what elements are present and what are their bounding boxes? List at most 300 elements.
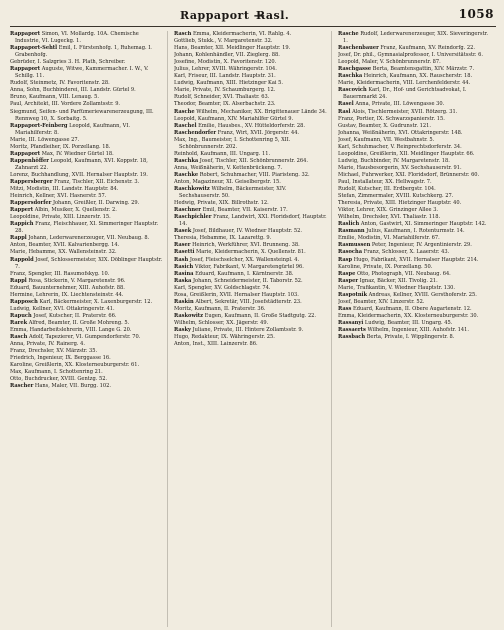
directory-entry bbox=[10, 207, 164, 214]
directory-entry bbox=[174, 116, 328, 123]
entry-surname: Rascher bbox=[10, 383, 34, 390]
entry-surname: Raschke bbox=[174, 171, 199, 178]
entry-surname: Rasmussen bbox=[338, 242, 371, 249]
entry-details: Albert, Sekretär, VIII. Josefstädterstr. 23. bbox=[195, 298, 302, 305]
directory-entry bbox=[338, 165, 493, 172]
directory-entry bbox=[10, 144, 164, 151]
directory-entry bbox=[174, 130, 328, 137]
entry-details: Franz, Schlosser, X. Laaerstr. 43. bbox=[363, 249, 450, 256]
entry-surname: Rappold bbox=[10, 256, 34, 263]
directory-entry bbox=[10, 376, 164, 383]
directory-entry bbox=[338, 109, 493, 116]
entry-details: Josef, Kutscher, II. Praterstr. 66. bbox=[33, 312, 117, 319]
entry-details: Anna, Weißnäherin, V. Kettenbrückeng. 7. bbox=[174, 164, 283, 171]
entry-details: Eduard, Bauunternehmer, XIII. Auhofstr. 88. bbox=[10, 284, 125, 291]
entry-details: Hans, Beamter, XII. Meidlinger Hauptstr. 19. bbox=[174, 45, 291, 52]
entry-details: Marie, Private, IV. Schaumburgerg. 12. bbox=[174, 87, 276, 94]
directory-entry bbox=[10, 242, 164, 249]
entry-details: Anton, Inst., XIII. Lainzerstr. 86. bbox=[174, 341, 258, 348]
entry-details: Franz, Fleischhauer, XI. Simmeringer Hauptstr. 28. bbox=[15, 221, 159, 235]
entry-details: Juliane, Private, III. Hintere Zollamtsstr. 9. bbox=[192, 326, 304, 333]
directory-entry bbox=[338, 87, 493, 101]
directory-entry bbox=[338, 151, 493, 158]
directory-entry bbox=[10, 327, 164, 334]
entry-surname: Raschendorfer bbox=[174, 129, 217, 136]
directory-entry bbox=[174, 249, 328, 256]
directory-entry bbox=[10, 292, 164, 299]
entry-details: Johann, Schneidermeister, II. Taborstr. 52. bbox=[192, 277, 303, 284]
entry-surname: Rasper bbox=[338, 277, 359, 284]
entry-surname: Raschenbauer bbox=[338, 45, 379, 52]
entry-details: Franz, Portier, IX. Schwarzspanierstr. 15. bbox=[338, 115, 445, 122]
entry-details: Paul, Installateur, XX. Hellwagstr. 7. bbox=[338, 178, 432, 185]
entry-details: Franz, Spengler, III. Rasumofskyg. 10. bbox=[10, 270, 110, 277]
entry-details: Gebrüder, I. Salzgries 3. H. Plath, Schreiber. bbox=[10, 59, 126, 66]
entry-details: Julius, Lehrer, XVIII. Währingerstr. 104. bbox=[174, 66, 277, 73]
directory-entry bbox=[174, 264, 328, 271]
directory-entry bbox=[174, 278, 328, 285]
entry-details: Bruno, Kaufmann, VIII. Lenaug. 5. bbox=[10, 94, 100, 101]
entry-surname: Rappaport-Feinberg bbox=[10, 122, 68, 129]
entry-details: Wilhelm, Ingenieur, XIII. Auhofstr. 141. bbox=[367, 326, 469, 333]
entry-surname: Rasek bbox=[174, 228, 192, 235]
directory-entry bbox=[10, 341, 164, 348]
entry-surname: Rasina bbox=[174, 270, 194, 277]
directory-entry bbox=[338, 158, 493, 165]
directory-entry bbox=[10, 313, 164, 320]
entry-details: Rosa, Greißlerin, XVII. Hernalser Hauptstr. 103. bbox=[174, 291, 299, 298]
directory-entry bbox=[10, 355, 164, 362]
entry-surname: Rappenhöffer bbox=[10, 157, 49, 164]
entry-surname: Raspe bbox=[338, 270, 356, 277]
directory-entry bbox=[338, 101, 493, 108]
entry-details: Siegmund, Seifen- und Parfümeriewarenerzeugung, III. Rennweg 10, X. Sorbaitg. 5. bbox=[10, 108, 154, 122]
directory-entry bbox=[174, 101, 328, 108]
directory-entry bbox=[174, 172, 328, 179]
directory-entry bbox=[10, 271, 164, 278]
entry-surname: Rappl bbox=[10, 277, 27, 284]
directory-entry bbox=[338, 257, 493, 264]
entry-surname: Raschner bbox=[174, 207, 201, 214]
entry-details: Karoline, Greißlerin, XX. Klosterneuburgerstr. 61. bbox=[10, 362, 140, 369]
directory-entry bbox=[338, 292, 493, 299]
directory-entry bbox=[10, 59, 164, 66]
directory-entry bbox=[10, 137, 164, 144]
directory-entry bbox=[174, 200, 328, 207]
entry-details: Berta, Private, I. Wipplingerstr. 8. bbox=[366, 334, 455, 341]
entry-details: Karl, Schuhmacher, V. Reinprechtsdorferstr. 34. bbox=[338, 143, 462, 150]
directory-entry bbox=[174, 207, 328, 214]
entry-surname: Rash bbox=[174, 256, 189, 263]
directory-entry bbox=[10, 348, 164, 355]
directory-entry bbox=[10, 94, 164, 101]
entry-surname: Rassaerts bbox=[338, 326, 366, 333]
entry-details: Karl, Friseur, III. Landstr. Hauptstr. 31. bbox=[174, 73, 276, 80]
entry-details: Julius, Kaufmann, I. Rotenturmstr. 14. bbox=[366, 228, 465, 235]
directory-entry bbox=[174, 66, 328, 73]
directory-entry bbox=[338, 334, 493, 341]
entry-surname: Rappersdorfer bbox=[10, 200, 52, 207]
entry-details: Leopold, Kaufmann, XIV. Mariahilfer Gürtel 9. bbox=[174, 115, 294, 122]
entry-details: Rudolf, Schneider, XVI. Thaliastr. 63. bbox=[174, 94, 270, 101]
entry-details: Rudolf, Steinmetz, IV. Favoritenstr. 28. bbox=[10, 80, 110, 87]
directory-entry bbox=[10, 101, 164, 108]
entry-details: Rudolf, Kutscher, III. Erdbergstr. 104. bbox=[338, 186, 436, 193]
entry-details: Leopold, Kaufmann, VI. Mariahilferstr. 8. bbox=[15, 122, 130, 136]
directory-entry bbox=[338, 137, 493, 144]
directory-entry bbox=[10, 334, 164, 341]
entry-details: Johann, Lederwarenerzeuger, VII. Neubaug. 8. bbox=[28, 235, 150, 242]
entry-details: Ludwig, Buchbinder, IV. Margaretenstr. 18. bbox=[338, 157, 450, 164]
entry-details: Karoline, Private, IX. Porzellang. 50. bbox=[338, 263, 433, 270]
entry-details: Hedwig, Private, XIX. Billrothstr. 12. bbox=[174, 200, 269, 207]
entry-details: Karl, Bäckermeister, X. Laxenburgerstr. 12. bbox=[39, 298, 153, 305]
directory-entry bbox=[338, 200, 493, 207]
entry-details: Moritz, Kaufmann, II. Praterstr. 36. bbox=[174, 305, 266, 312]
directory-entry bbox=[174, 292, 328, 299]
entry-details: Max, Ing., Baumeister, I. Schottenring 5, XII. Schönbrunnerstr. 202. bbox=[174, 136, 291, 150]
entry-details: Andreas, Kellner, XVIII. Gersthoferstr. 25. bbox=[368, 291, 477, 298]
entry-details: Emma, Kleidermacherin, XX. Klosterneuburgerstr. 30. bbox=[338, 312, 479, 319]
entry-details: Franz, Kaufmann, XV. Reindorfg. 22. bbox=[380, 45, 475, 52]
entry-details: Marie, III. Löwengasse 27. bbox=[10, 136, 80, 143]
entry-details: Josef, Kaufmann, VII. Westbahnstr. 5. bbox=[338, 136, 435, 143]
directory-entry bbox=[338, 80, 493, 87]
entry-details: Anna, Private, III. Löwengasse 30. bbox=[355, 101, 445, 108]
entry-surname: Rapposch bbox=[10, 298, 38, 305]
directory-entry bbox=[174, 73, 328, 80]
directory-entry bbox=[338, 186, 493, 193]
entry-details: Heinrich, Werkführer, XVI. Brunneng. 38. bbox=[192, 242, 300, 249]
directory-entry bbox=[174, 306, 328, 313]
directory-entry bbox=[174, 186, 328, 200]
directory-entry bbox=[174, 235, 328, 242]
entry-details: Anna, Sohn, Buchbinderei, III. Landstr. Gürtel 9. bbox=[10, 87, 136, 94]
directory-entry bbox=[174, 38, 328, 45]
entry-details: Emma, Handarbeitslehrerin, VIII. Lange G. 20. bbox=[10, 326, 132, 333]
entry-details: Eduard, Kaufmann, II. Obere Augartenstr. 12. bbox=[353, 305, 472, 312]
entry-surname: Raschkowitz bbox=[174, 186, 210, 193]
entry-details: Marie, Hausbesorgerin, XV. Sechshauserstr. 91. bbox=[338, 164, 462, 171]
entry-details: Karl, Dr., Hof- und Gerichtsadvokat, I. Bauernmarkt 24. bbox=[343, 87, 467, 101]
entry-surname: Rasche bbox=[174, 108, 195, 115]
entry-details: Franz, Landwirt, XXI. Floridsdorf, Hauptstr. 14. bbox=[179, 214, 327, 228]
entry-details: Stefan, Zimmermaler, XVIII. Kutschkerg. 27. bbox=[338, 193, 454, 200]
directory-entry bbox=[338, 193, 493, 200]
directory-entry bbox=[174, 320, 328, 327]
directory-entry bbox=[338, 116, 493, 123]
entry-surname: Raskowitz bbox=[174, 312, 204, 319]
directory-entry bbox=[10, 200, 164, 207]
column-right bbox=[338, 31, 496, 627]
entry-details: Hugo, Fabrikant, XVII. Hernalser Hauptstr. 214. bbox=[353, 256, 479, 263]
column-left bbox=[10, 31, 168, 627]
entry-details: Wilhelm, Mechaniker, XX. Brigittenauer Lände 34. bbox=[196, 108, 327, 115]
entry-details: Anton, Beamter, XVII. Kalvarienbergg. 14. bbox=[10, 242, 120, 249]
entry-details: Gottlieb, Stukk., V. Margaretenstr. 32. bbox=[174, 38, 273, 45]
entry-surname: Raschgasse bbox=[338, 66, 372, 73]
entry-details: Marie, Trafikantin, V. Wiedner Hauptstr. 130. bbox=[338, 284, 456, 291]
entry-details: Rudolf, Lederwarenerzeuger, XIX. Sieveringerstr. 1. bbox=[343, 31, 489, 45]
entry-details: Josef, Fleischselcher, XX. Wallensteinpl. 4. bbox=[189, 256, 300, 263]
directory-entry bbox=[10, 31, 164, 45]
entry-details: Ludwig, Beamter, III. Ungarg. 45. bbox=[364, 319, 453, 326]
entry-details: Otto, Buchdrucker, XVIII. Gentzg. 52. bbox=[10, 376, 108, 383]
entry-details: Wilhelm, Drechsler, XVI. Thaliastr. 118. bbox=[338, 214, 441, 221]
directory-entry bbox=[338, 130, 493, 137]
entry-details: Reinhold, Kaufmann, III. Ungarg. 11. bbox=[174, 150, 271, 157]
directory-entry bbox=[10, 306, 164, 313]
directory-entry bbox=[10, 193, 164, 200]
directory-entry bbox=[338, 179, 493, 186]
entry-details: Max, Kaufmann, I. Schottenring 21. bbox=[10, 369, 103, 376]
directory-entry bbox=[338, 59, 493, 66]
directory-entry bbox=[174, 80, 328, 87]
directory-entry bbox=[338, 214, 493, 221]
entry-details: Simon, VI. Mollardg. 10A. Chemische Industrie, VI. Lugeckg. 1. bbox=[15, 31, 139, 45]
entry-details: Anton, Gastwirt, XI. Simmeringer Hauptstr. 142. bbox=[360, 221, 487, 228]
directory-entry bbox=[338, 306, 493, 313]
directory-entry bbox=[174, 334, 328, 341]
entry-details: Auguste, Witwe, Kammermacher. I. W., V. Schillg. 11. bbox=[15, 66, 149, 80]
entry-details: Johann, Kohlenhändler, VII. Zieglerg. 88. bbox=[174, 52, 280, 59]
directory-entry bbox=[338, 271, 493, 278]
entry-details: Eugen, Kaufmann, II. Große Stadtgutg. 22. bbox=[204, 312, 317, 319]
directory-entry bbox=[10, 87, 164, 94]
directory-entry bbox=[174, 179, 328, 186]
entry-surname: Rassanyi bbox=[338, 319, 364, 326]
directory-entry bbox=[338, 66, 493, 73]
entry-details: Emil, I. Fürstenhofg. 1, Ruhemag. I. Grabenhofg. bbox=[15, 45, 152, 59]
entry-details: Lorenz, Buchhandlung, XVII. Hernalser Hauptstr. 19. bbox=[10, 171, 148, 178]
directory-entry bbox=[338, 264, 493, 271]
directory-entry bbox=[338, 278, 493, 285]
directory-entry bbox=[174, 341, 328, 348]
directory-entry bbox=[10, 221, 164, 235]
entry-details: Emilie, Hausbes., XV. Hütteldorferstr. 28. bbox=[198, 122, 306, 129]
directory-entry bbox=[10, 249, 164, 256]
entry-surname: Rasocha bbox=[338, 249, 363, 256]
directory-entry bbox=[174, 271, 328, 278]
entry-details: Robert, Schuhmacher, VIII. Piaristeng. 32. bbox=[199, 171, 310, 178]
directory-entry bbox=[10, 383, 164, 390]
entry-details: Josef, Schlossermeister, XIX. Döblinger Hauptstr. 7. bbox=[15, 256, 163, 270]
entry-details: Leopold, Maler, V. Schönbrunnerstr. 87. bbox=[338, 59, 441, 66]
entry-surname: Rappersberger bbox=[10, 178, 53, 185]
entry-details: Berta, Beamtensgattin, XIV. Märzstr. 7. bbox=[372, 66, 475, 73]
directory-entry bbox=[10, 80, 164, 87]
directory-entry bbox=[338, 313, 493, 320]
entry-details: Emilie, Modistin, VI. Mariahilferstr. 67. bbox=[338, 235, 440, 242]
directory-entry bbox=[174, 165, 328, 172]
directory-entry bbox=[338, 45, 493, 52]
entry-surname: Rappich bbox=[10, 221, 34, 228]
entry-surname: Rasky bbox=[174, 326, 192, 333]
directory-entry bbox=[174, 31, 328, 38]
entry-details: Josef, Beamter, XIV. Linzerstr. 52. bbox=[338, 298, 425, 305]
entry-details: Hermine, Lehrerin, IX. Liechtensteinstr. 44. bbox=[10, 291, 124, 298]
entry-details: Hans, Maler, VII. Burgg. 102. bbox=[34, 383, 111, 390]
directory-entry bbox=[10, 285, 164, 292]
entry-details: Heinrich, Kellner, XVI. Hasnerstr. 57. bbox=[10, 193, 107, 200]
entry-details: Leopold, Kaufmann, XVI. Koppstr. 18, Zahnarzt 22. bbox=[15, 157, 148, 171]
directory-entry bbox=[174, 285, 328, 292]
entry-surname: Raskin bbox=[174, 298, 194, 305]
entry-details: Moritz, Pfandleiher, IX. Porzellang. 18. bbox=[10, 143, 111, 150]
directory-entry bbox=[174, 257, 328, 264]
directory-entry bbox=[338, 242, 493, 249]
directory-entry bbox=[174, 109, 328, 116]
entry-details: Paul, Architekt, III. Vordere Zollamtsstr. 9. bbox=[10, 101, 121, 108]
entry-details: Josef, Dr. phil., Gymnasialprofessor, I. Universitätsstr. 6. bbox=[338, 52, 484, 59]
entry-surname: Rappert bbox=[10, 207, 34, 214]
entry-details: Ludwig, Kellner, XVI. Ottakringerstr. 41. bbox=[10, 305, 115, 312]
entry-surname: Rasch bbox=[10, 334, 28, 341]
page-number: 1058 bbox=[458, 7, 494, 21]
entry-details: Franz, Wirt, XVII. Jörgerstr. 44. bbox=[217, 129, 300, 136]
directory-entry bbox=[338, 285, 493, 292]
directory-entry bbox=[338, 73, 493, 80]
entry-surname: Raschpichler bbox=[174, 214, 212, 221]
entry-details: Wilhelm, Bäckermeister, XIV. Sechshauserstr. 50. bbox=[179, 186, 287, 200]
entry-surname: Rasel bbox=[338, 101, 354, 108]
entry-surname: Rasche bbox=[338, 31, 359, 37]
entry-surname: Raspotnik bbox=[338, 291, 367, 298]
directory-entry bbox=[10, 214, 164, 221]
entry-details: Viktor, Lehrer, XIX. Grinzinger Allee 3. bbox=[338, 207, 439, 214]
entry-details: Leopoldine, Private, XIII. Linzerstr. 15. bbox=[10, 214, 111, 221]
entry-surname: Raska bbox=[174, 277, 192, 284]
entry-details: Franz, Drechsler, XV. Märzstr. 35. bbox=[10, 348, 98, 355]
entry-details: Adolf, Tapezierer, VI. Gumpendorferstr. 70. bbox=[28, 334, 141, 341]
directory-entry bbox=[338, 320, 493, 327]
entry-details: Josef, Tischler, XII. Schönbrunnerstr. 264. bbox=[199, 157, 308, 164]
entry-details: Marie, Hebamme, XX. Wallensteinstr. 32. bbox=[10, 249, 117, 256]
directory-entry bbox=[174, 123, 328, 130]
directory-entry bbox=[174, 313, 328, 320]
entry-surname: Rappaport-Sehtl bbox=[10, 45, 58, 52]
entry-details: Wilhelm, Schlosser, XX. Jägerstr. 49. bbox=[174, 319, 269, 326]
entry-details: Emil, Beamter, VII. Kaiserstr. 17. bbox=[202, 207, 288, 214]
entry-surname: Rascovich bbox=[338, 87, 367, 94]
entry-details: Viktor, Fabrikant, V. Margaretengürtel 96. bbox=[194, 263, 304, 270]
directory-entry bbox=[10, 362, 164, 369]
entry-details: Ignaz, Bäcker, XII. Tivolig. 21. bbox=[359, 277, 438, 284]
entry-details: Karl, Spengler, XV. Goldschlagstr. 74. bbox=[174, 284, 271, 291]
directory-entry bbox=[174, 228, 328, 235]
directory-entry bbox=[338, 221, 493, 228]
directory-entry bbox=[174, 327, 328, 334]
entry-details: Theodor, Beamter, IX. Alserbachstr. 23. bbox=[174, 101, 276, 108]
directory-entry bbox=[338, 207, 493, 214]
directory-entry bbox=[10, 123, 164, 137]
entry-details: Michael, Fuhrwerker, XXI. Floridsdorf, Brünnerstr. 60. bbox=[338, 171, 480, 178]
page-header bbox=[10, 6, 496, 27]
directory-entry bbox=[10, 235, 164, 242]
entry-surname: Raslich bbox=[338, 221, 360, 228]
entry-details: Hugo, Redakteur, IX. Währingerstr. 25. bbox=[174, 334, 275, 341]
entry-details: Alfred, Beamter, II. Große Mohreng. 5. bbox=[28, 319, 130, 326]
entry-surname: Rappl bbox=[10, 235, 27, 242]
entry-surname: Raschel bbox=[174, 122, 197, 129]
entry-surname: Raschka bbox=[338, 73, 363, 80]
entry-surname: Rasetti bbox=[174, 249, 195, 256]
entry-details: Emma, Kleidermacherin, VI. Rahlg. 4. bbox=[192, 31, 292, 37]
entry-details: Gustav, Beamter, X. Gudrunstr. 121. bbox=[338, 122, 431, 129]
entry-details: Franz, Tischler, XII. Eichenstr. 3. bbox=[54, 178, 140, 185]
directory-entry bbox=[174, 242, 328, 249]
directory-entry bbox=[10, 45, 164, 59]
directory-entry bbox=[10, 320, 164, 327]
entry-details: Ludwig, Kaufmann, XIII. Hietzinger Kai 5. bbox=[174, 80, 283, 87]
header-left-keyword: Rappaport — bbox=[180, 9, 266, 22]
entry-details: Anton, Magazineur, XI. Geiselbergstr. 15. bbox=[174, 178, 281, 185]
entry-surname: Rarek bbox=[10, 319, 28, 326]
directory-entry bbox=[10, 158, 164, 172]
entry-details: Marie, Kleidermacherin, X. Quellenstr. 81. bbox=[196, 249, 306, 256]
column-middle bbox=[174, 31, 332, 627]
directory-entry bbox=[10, 151, 164, 158]
entry-details: Theresia, Private, XIII. Hietzinger Hauptstr. 40. bbox=[338, 200, 462, 207]
entry-surname: Rassbach bbox=[338, 334, 366, 341]
entry-surname: Rasmann bbox=[338, 228, 365, 235]
entry-surname: Rappaport bbox=[10, 66, 41, 73]
directory-entry bbox=[174, 299, 328, 306]
directory-entry bbox=[10, 66, 164, 80]
directory-entry bbox=[10, 186, 164, 193]
directory-entry bbox=[10, 109, 164, 123]
entry-details: Josefine, Modistin, X. Favoritenstr. 120. bbox=[174, 59, 277, 66]
directory-entry bbox=[338, 52, 493, 59]
entry-details: Theresia, Hebamme, IX. Lazarettg. 9. bbox=[174, 235, 272, 242]
directory-columns bbox=[10, 31, 496, 627]
entry-surname: Rasl bbox=[338, 108, 351, 115]
entry-surname: Rasich bbox=[174, 263, 194, 270]
directory-entry bbox=[338, 228, 493, 235]
entry-details: Johann, Greißler, II. Darwing. 29. bbox=[52, 200, 140, 207]
directory-entry bbox=[174, 87, 328, 94]
entry-details: Johanna, Weißnäherin, XVI. Ottakringerstr. 148. bbox=[338, 129, 463, 136]
directory-entry bbox=[10, 278, 164, 285]
entry-details: Marie, Kleidermacherin, VIII. Lerchenfelderstr. 44. bbox=[338, 80, 471, 87]
entry-details: Mitzi, Modistin, III. Landstr. Hauptstr. 84. bbox=[10, 186, 119, 193]
directory-entry bbox=[10, 172, 164, 179]
entry-surname: Rappaport bbox=[10, 150, 41, 157]
header-right-keyword: Rasl. bbox=[256, 9, 290, 22]
entry-surname: Rasp bbox=[338, 256, 353, 263]
entry-details: Eduard, Kaufmann, I. Kärntnerstr. 38. bbox=[195, 270, 294, 277]
directory-entry bbox=[174, 158, 328, 165]
directory-entry bbox=[10, 299, 164, 306]
entry-details: Leopoldine, Greißlerin, XII. Meidlinger Hauptstr. 66. bbox=[338, 150, 475, 157]
entry-surname: Raschka bbox=[174, 157, 199, 164]
entry-surname: Rappaport bbox=[10, 31, 41, 37]
entry-surname: Rass bbox=[338, 305, 352, 312]
directory-entry bbox=[10, 369, 164, 376]
directory-entry bbox=[174, 59, 328, 66]
directory-entry bbox=[338, 31, 493, 45]
directory-entry bbox=[10, 257, 164, 271]
directory-entry bbox=[338, 123, 493, 130]
directory-entry bbox=[338, 235, 493, 242]
directory-entry bbox=[338, 299, 493, 306]
directory-entry bbox=[174, 45, 328, 52]
entry-details: Rosa, Stickerin, V. Margaretenstr. 96. bbox=[28, 277, 126, 284]
directory-entry bbox=[338, 327, 493, 334]
entry-details: Peter, Ingenieur, IV. Argentinierstr. 29. bbox=[371, 242, 472, 249]
entry-surname: Raser bbox=[174, 242, 191, 249]
directory-entry bbox=[10, 179, 164, 186]
